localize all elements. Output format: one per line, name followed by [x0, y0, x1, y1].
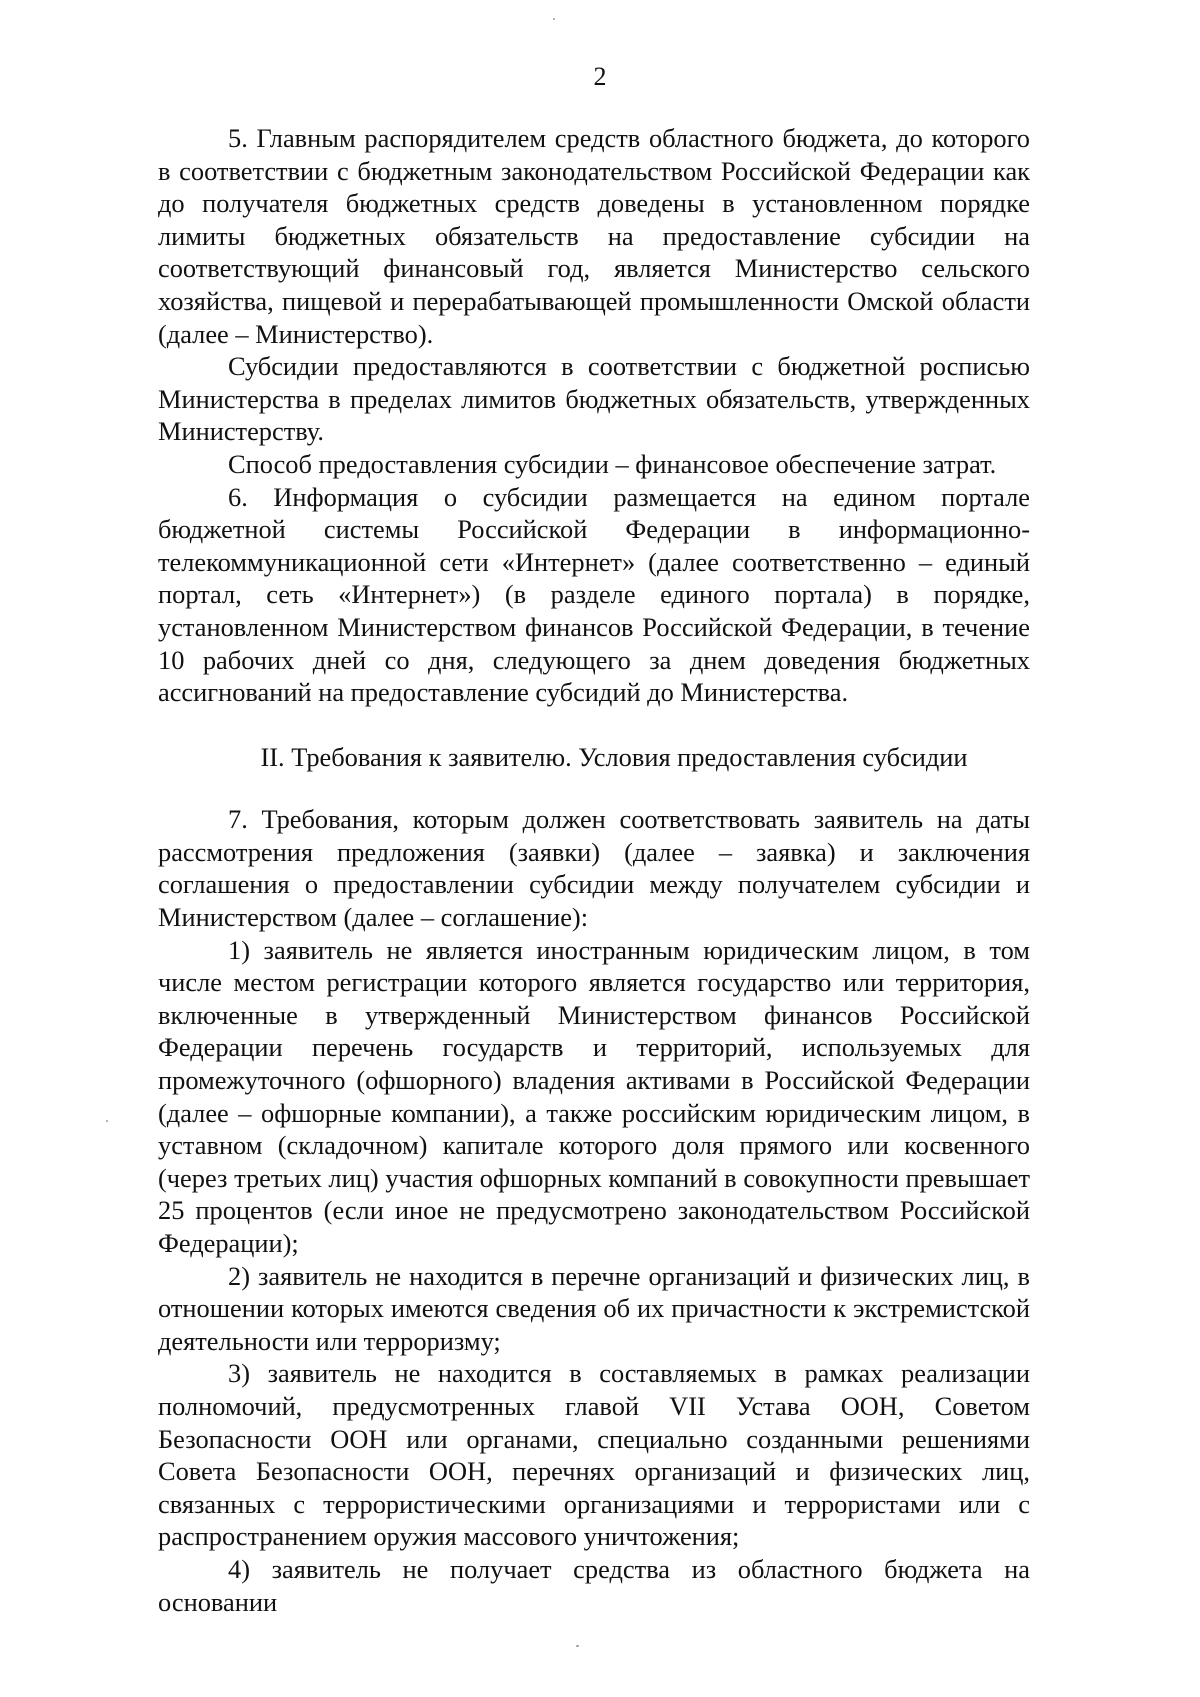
- requirement-item-3: 3) заявитель не находится в составляемых в рамках реализации полномочий, предусмотренных главой VII Устава ООН, Советом Безопасности ООН или органами, специально созданными решениями Совета Безопасности ООН, перечнях организаций и физических лиц, связанных с террористическими организациями и террористами или с распространением оружия массового уничтожения;: [158, 1358, 1030, 1552]
- page-number: 2: [593, 62, 607, 91]
- scan-speck: [106, 1120, 108, 1122]
- paragraph-subsidy-allocation: Субсидии предоставляются в соответствии с бюджетной росписью Министерства в пределах лимитов бюджетных обязательств, утвержденных Министерству.: [158, 351, 1030, 447]
- section-heading-requirements: II. Требования к заявителю. Условия предоставления субсидии: [260, 741, 968, 772]
- requirement-item-1: 1) заявитель не является иностранным юридическим лицом, в том числе местом регистрации которого является государство или территория, включенные в утвержденный Министерством финансов Российской Федерации перечень государств и территорий, используемых для промежуточного (офшорного) владения активами в Российской Федерации (далее – офшорные компании), а также российским юридическим лицом, в уставном (складочном) капитале которого доля прямого или косвенного (через третьих лиц) участия офшорных компаний в совокупности превышает 25 процентов (если иное не предусмотрено законодательством Российской Федерации);: [158, 934, 1030, 1258]
- paragraph-subsidy-method: Способ предоставления субсидии – финансовое обеспечение затрат.: [228, 448, 997, 479]
- paragraph-7-requirements: 7. Требования, которым должен соответствовать заявитель на даты рассмотрения предложения (заявки) (далее – заявка) и заключения соглашения о предоставлении субсидии между получателем субсидии и Министерством (далее – соглашение):: [158, 804, 1030, 933]
- paragraph-6-information-portal: 6. Информация о субсидии размещается на едином портале бюджетной системы Российской Федерации в информационно-телекоммуникационной сети «Интернет» (далее соответственно – единый портал, сеть «Интернет») (в разделе единого портала) в порядке, установленном Министерством финансов Российской Федерации, в течение 10 рабочих дней со дня, следующего за днем доведения бюджетных ассигнований на предоставление субсидий до Министерства.: [158, 481, 1030, 708]
- requirement-item-4: 4) заявитель не получает средства из областного бюджета на основании: [158, 1553, 1030, 1617]
- paragraph-5-main-administrator: 5. Главным распорядителем средств областного бюджета, до которого в соответствии с бюджетным законодательством Российской Федерации как до получателя бюджетных средств доведены в установленном порядке лимиты бюджетных обязательств на предоставление субсидии на соответствующий финансовый год, является Министерство сельского хозяйства, пищевой и перерабатывающей промышленности Омской области (далее – Министерство).: [158, 123, 1030, 349]
- scan-speck: [576, 1645, 579, 1647]
- requirement-item-2: 2) заявитель не находится в перечне организаций и физических лиц, в отношении которых имеются сведения об их причастности к экстремистской деятельности или терроризму;: [158, 1260, 1030, 1356]
- document-body: [158, 122, 1030, 1618]
- scan-speck: [553, 18, 555, 20]
